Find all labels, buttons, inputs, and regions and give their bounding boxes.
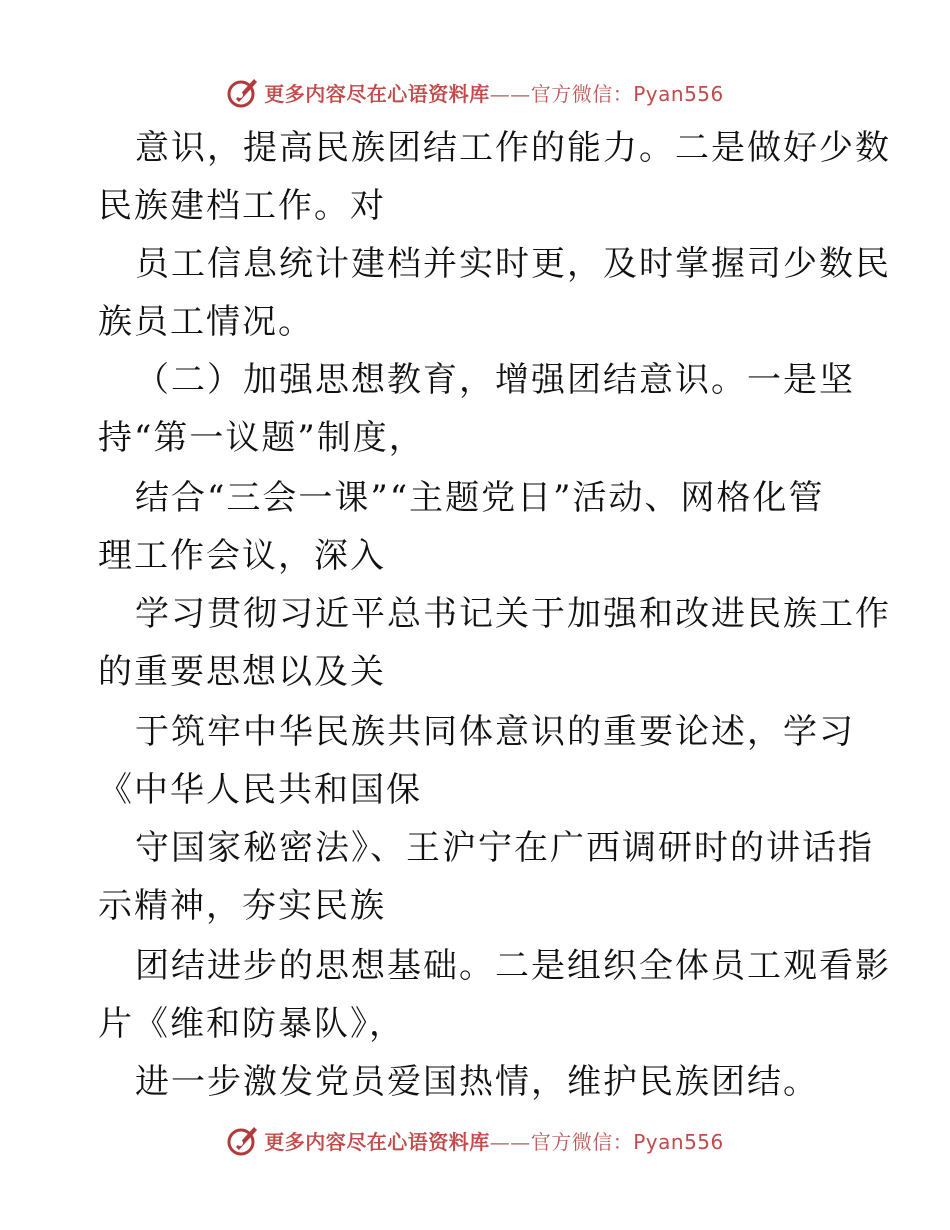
text-line: （二）加强思想教育，增强团结意识。一是坚: [135, 360, 855, 400]
header-brand: 更多内容尽在心语资料库: [264, 81, 490, 106]
header-wechat-label: 官方微信：: [530, 81, 634, 106]
header-separator: ——: [489, 81, 531, 106]
text-line: 片《维和防暴队》，: [98, 1004, 405, 1044]
quill-logo-icon: [226, 1123, 260, 1157]
header-text: [264, 78, 724, 107]
text-line: 于筑牢中华民族共同体意识的重要论述，学习: [135, 712, 855, 752]
footer-brand: 更多内容尽在心语资料库: [264, 1129, 490, 1154]
text-line: 团结进步的思想基础。二是组织全体员工观看影: [135, 946, 891, 986]
text-line: 理工作会议，深入: [98, 536, 386, 576]
footer-text: [264, 1126, 724, 1155]
text-line: 《中华人民共和国保: [98, 770, 422, 810]
text-line: 学习贯彻习近平总书记关于加强和改进民族工作: [135, 594, 891, 634]
text-line: 守国家秘密法》、王沪宁在广西调研时的讲话指: [135, 828, 874, 868]
text-line: 族员工情况。: [98, 302, 314, 342]
footer-wechat-id: Pyan556: [633, 1129, 724, 1154]
text-line: 意识，提高民族团结工作的能力。二是做好少数: [135, 128, 891, 168]
text-line: 示精神，夯实民族: [98, 886, 386, 926]
text-line: 进一步激发党员爱国热情，维护民族团结。: [135, 1062, 819, 1102]
footer-wechat-label: 官方微信：: [530, 1129, 634, 1154]
header-banner: [0, 72, 950, 112]
text-line: 员工信息统计建档并实时更，及时掌握司少数民: [135, 244, 891, 284]
text-line: 的重要思想以及关: [98, 652, 386, 692]
footer-separator: ——: [489, 1129, 531, 1154]
footer-banner: [0, 1120, 950, 1160]
header-wechat-id: Pyan556: [633, 81, 724, 106]
quill-logo-icon: [226, 75, 260, 109]
text-line: 民族建档工作。对: [98, 186, 386, 226]
text-line: 结合“三会一课”“主题党日”活动、网格化管: [135, 478, 825, 518]
text-line: 持“第一议题”制度，: [98, 418, 425, 458]
